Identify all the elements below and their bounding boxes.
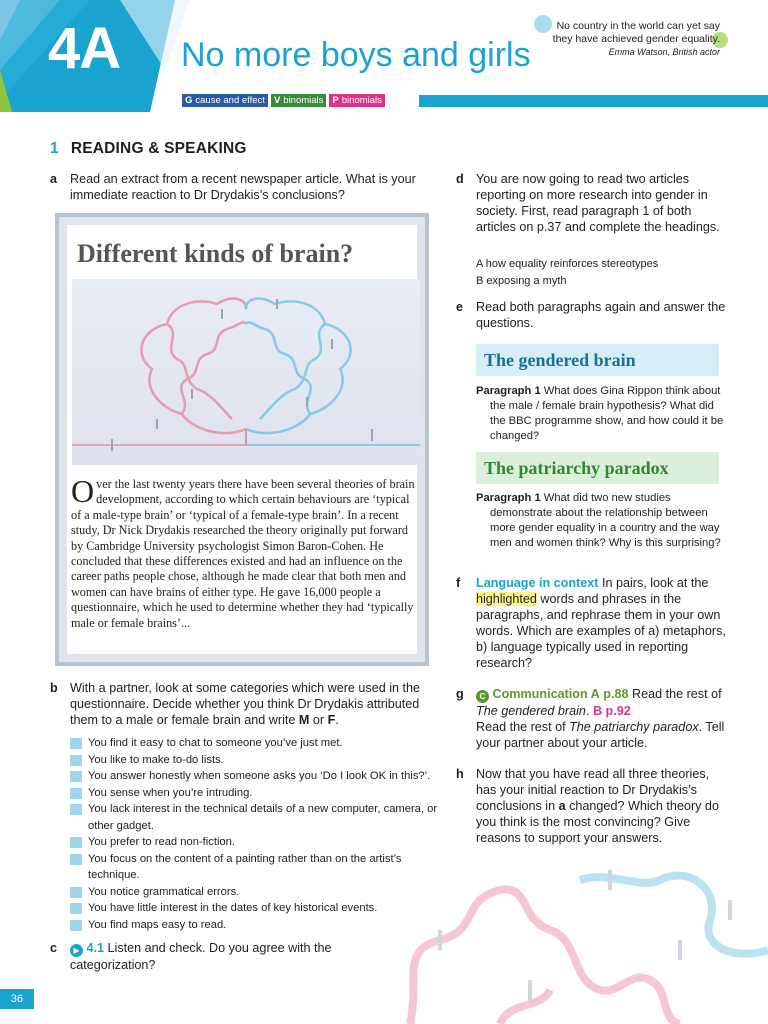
audio-icon[interactable]: ▶ <box>70 944 83 957</box>
question-f: f Language in context In pairs, look at the highlighted words and phrases in the paragraphs, and rephrase them in your own words. Which are examples of a) metaphors, b) language typically used in reporting research? <box>456 576 726 670</box>
heading-option-a: A how equality reinforces stereotypes <box>476 258 659 270</box>
article-body: Over the last twenty years there have been several theories of brain development, according to which certain behaviours are ‘typical of a male-type brain’ or ‘typical of a female-type brain’. In a recent study, Dr Nick Drydakis researched the theory originally put forward by Cambridge University psychologist Simon Baron-Cohen. He concluded that these differences existed and had an influence on the career paths people chose, although he made clear that both men and women can have brains of either type. He gave 16,000 people a questionnaire, which he used to determine whether they had ‘typically male or female brains’... <box>71 473 415 630</box>
question-c: c ▶ 4.1 Listen and check. Do you agree with the categorization? <box>50 941 332 972</box>
article-title: Different kinds of brain? <box>77 239 354 268</box>
decorative-wires-graphic <box>380 860 768 1024</box>
topic-tags <box>182 94 385 107</box>
list-item: You notice grammatical errors. <box>70 884 440 901</box>
answer-box[interactable] <box>70 837 82 848</box>
answer-box[interactable] <box>70 738 82 749</box>
heading-patriarchy-paradox: The patriarchy paradox <box>476 452 719 484</box>
heading-option-b: B exposing a myth <box>476 275 567 287</box>
unit-number: 4A <box>48 16 121 81</box>
unit-title: No more boys and girls <box>181 36 531 74</box>
answer-box[interactable] <box>70 755 82 766</box>
answer-box[interactable] <box>70 887 82 898</box>
answer-box[interactable] <box>70 903 82 914</box>
quote-author: Emma Watson, British actor <box>608 47 720 57</box>
tag-pronunciation: P binomials <box>329 94 384 107</box>
header-quote <box>520 20 720 59</box>
answer-box[interactable] <box>70 788 82 799</box>
paragraph-question-2: Paragraph 1 What did two new studies demonstrate about the relationship between more gender equality in a country and the way men and women think? Why is this surprising? <box>476 492 721 549</box>
header-bar <box>419 95 768 107</box>
communication-icon: C <box>476 690 489 703</box>
answer-box[interactable] <box>70 920 82 931</box>
section-title: 1 READING & SPEAKING <box>50 140 247 157</box>
article-box <box>55 213 429 666</box>
quote-line: No country in the world can yet say <box>556 20 720 32</box>
list-item: You sense when you’re intruding. <box>70 785 440 802</box>
question-a: a Read an extract from a recent newspaper article. What is your immediate reaction to Dr Drydakis’s conclusions? <box>50 172 416 202</box>
list-item: You answer honestly when someone asks you ‘Do I look OK in this?’. <box>70 768 440 785</box>
answer-box[interactable] <box>70 804 82 815</box>
tag-vocabulary: V binomials <box>271 94 326 107</box>
paragraph-question-1: Paragraph 1 What does Gina Rippon think about the male / female brain hypothesis? What did the BBC programme show, and how could it be changed? <box>476 385 724 442</box>
question-g: g C Communication A p.88 Read the rest of The gendered brain. B p.92 Read the rest of The patriarchy paradox. Tell your partner about your article. <box>456 687 725 750</box>
quote-line: they have achieved gender equality. <box>552 33 720 45</box>
list-item: You prefer to read non-fiction. <box>70 834 440 851</box>
question-d: d You are now going to read two articles reporting on more research into gender in society. First, read paragraph 1 of both articles on p.37 and complete the headings. <box>456 172 720 234</box>
page-number: 36 <box>0 989 34 1009</box>
question-h: h Now that you have read all three theories, has your initial reaction to Dr Drydakis’s conclusions in a changed? Which theory do you think is the most convincing? Give reasons to support your answers. <box>456 767 719 845</box>
list-item: You like to make to-do lists. <box>70 752 440 769</box>
list-item: You find it easy to chat to someone you’ve just met. <box>70 735 440 752</box>
tag-grammar: G cause and effect <box>182 94 268 107</box>
question-e: e Read both paragraphs again and answer the questions. <box>456 300 726 330</box>
list-item: You find maps easy to read. <box>70 917 440 934</box>
audio-track[interactable]: 4.1 <box>86 941 105 955</box>
list-item: You lack interest in the technical details of a new computer, camera, or other gadget. <box>70 801 440 834</box>
list-item: You have little interest in the dates of key historical events. <box>70 900 440 917</box>
answer-box[interactable] <box>70 854 82 865</box>
article-dropcap: O <box>71 473 95 509</box>
list-item: You focus on the content of a painting rather than on the artist’s technique. <box>70 851 440 884</box>
heading-gendered-brain: The gendered brain <box>476 344 719 376</box>
brain-illustration <box>72 279 420 465</box>
question-b: b With a partner, look at some categories which were used in the questionnaire. Decide whether you think Dr Drydakis attributed them to a male or female brain and write M or F. <box>50 681 421 727</box>
answer-box[interactable] <box>70 771 82 782</box>
